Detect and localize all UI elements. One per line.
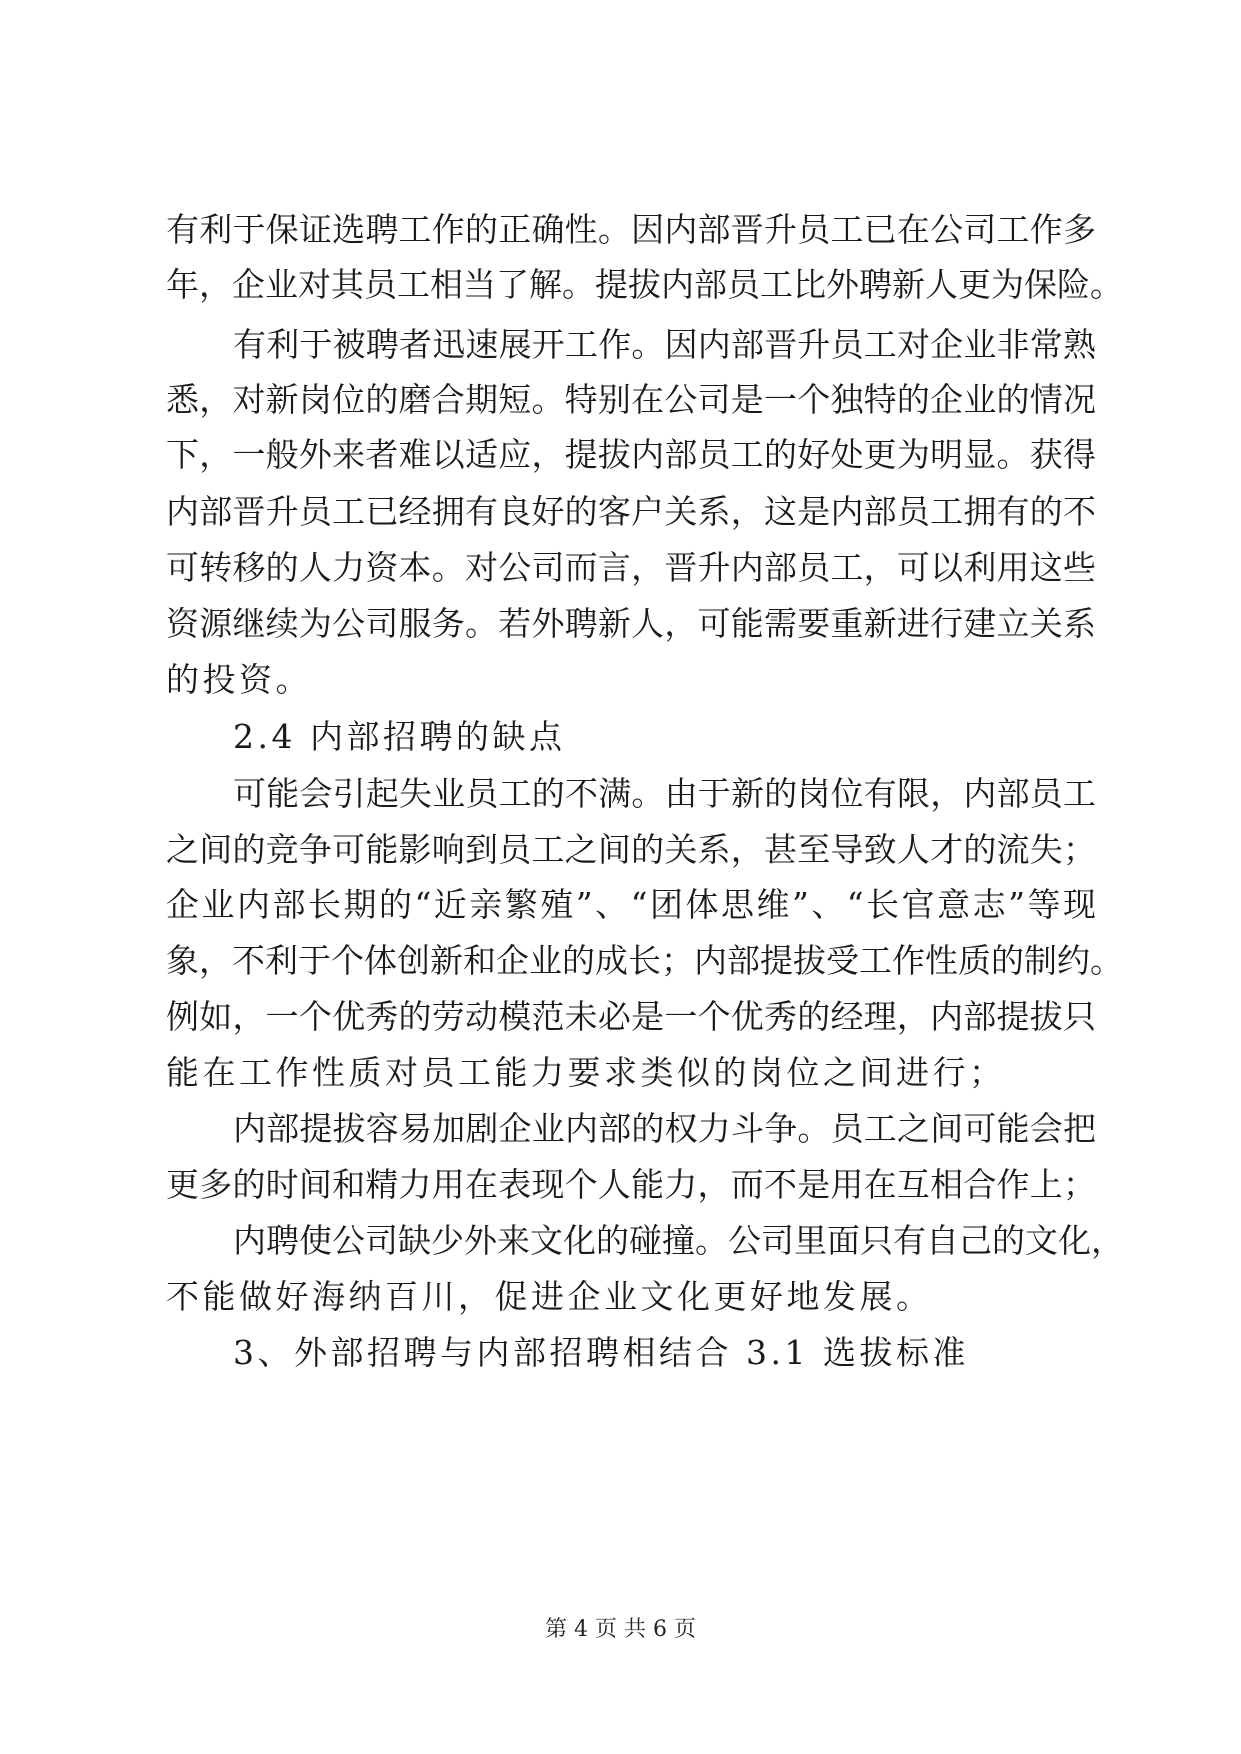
body-text-line: 能在工作性质对员工能力要求类似的岗位之间进行； [166, 1053, 1006, 1092]
body-text-line: 例如，一个优秀的劳动模范未必是一个优秀的经理，内部提拔只 [166, 997, 1096, 1036]
page-footer: 第 4 页 共 6 页 [545, 1617, 696, 1642]
body-text-line: 内聘使公司缺少外来文化的碰撞。公司里面只有自己的文化， [233, 1221, 1124, 1260]
body-text-line: 象，不利于个体创新和企业的成长；内部提拔受工作性质的制约。 [166, 941, 1123, 980]
body-text-line: 年，企业对其员工相当了解。提拔内部员工比外聘新人更为保险。 [166, 265, 1123, 304]
body-text-line: 悉，对新岗位的磨合期短。特别在公司是一个独特的企业的情况 [166, 380, 1096, 419]
body-text-line: 下，一般外来者难以适应，提拔内部员工的好处更为明显。获得 [166, 435, 1096, 474]
body-text-line: 可转移的人力资本。对公司而言，晋升内部员工，可以利用这些 [166, 548, 1096, 587]
body-text-line: 企业内部长期的“近亲繁殖”、“团体思维”、“长官意志”等现 [166, 885, 1096, 924]
body-text-line: 内部晋升员工已经拥有良好的客户关系，这是内部员工拥有的不 [166, 492, 1096, 531]
body-text-line: 更多的时间和精力用在表现个人能力，而不是用在互相合作上； [166, 1165, 1096, 1204]
body-text-line: 之间的竞争可能影响到员工之间的关系，甚至导致人才的流失； [166, 830, 1096, 869]
section-heading: 2.4 内部招聘的缺点 [233, 717, 566, 756]
body-text-line: 内部提拔容易加剧企业内部的权力斗争。员工之间可能会把 [233, 1109, 1096, 1148]
section-heading: 3、外部招聘与内部招聘相结合 3.1 选拔标准 [233, 1333, 969, 1372]
body-text-line: 有利于被聘者迅速展开工作。因内部晋升员工对企业非常熟 [233, 325, 1096, 364]
body-text-line: 有利于保证选聘工作的正确性。因内部晋升员工已在公司工作多 [166, 210, 1096, 249]
body-text-line: 资源继续为公司服务。若外聘新人，可能需要重新进行建立关系 [166, 604, 1096, 643]
body-text-line: 的投资。 [166, 660, 312, 699]
body-text-line: 不能做好海纳百川，促进企业文化更好地发展。 [166, 1277, 933, 1316]
body-text-line: 可能会引起失业员工的不满。由于新的岗位有限，内部员工 [233, 774, 1096, 813]
